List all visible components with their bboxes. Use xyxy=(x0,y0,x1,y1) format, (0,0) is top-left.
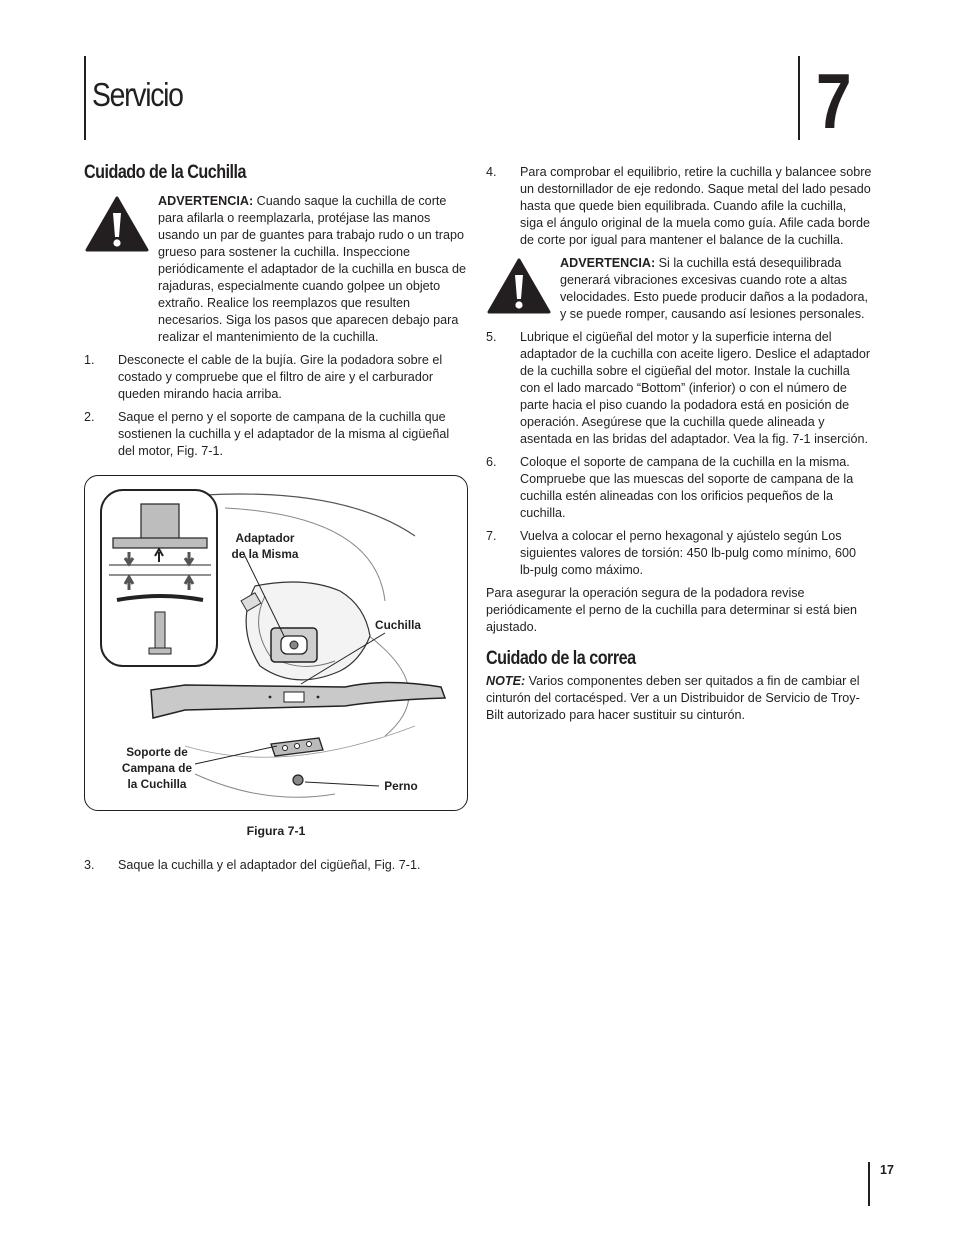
figure-blade-assembly xyxy=(84,475,468,811)
header-rule-left xyxy=(84,56,86,140)
page-number: 17 xyxy=(880,1163,894,1177)
list-item xyxy=(84,352,468,403)
callout-adapter-line: Adaptador xyxy=(235,531,295,545)
note-label: NOTE: xyxy=(486,674,526,688)
list-item xyxy=(84,409,468,460)
footer-rule xyxy=(868,1162,870,1206)
chapter-title: Servicio xyxy=(92,76,183,113)
left-column xyxy=(84,164,468,466)
list-item xyxy=(486,164,872,249)
step-text: Coloque el soporte de campana de la cuchilla en la misma. Compruebe que las muescas del soporte de campana de la cuchilla estén alineadas con los orificios pequeños de la cuchilla. xyxy=(520,455,854,520)
step-text: Saque la cuchilla y el adaptador del cigüeñal, Fig. 7-1. xyxy=(118,858,421,872)
step-number: 3. xyxy=(84,858,95,872)
warning-body: Si la cuchilla está desequilibrada generará vibraciones excesivas cuando rote a altas velocidades. Esto puede producir daños a la podadora, y se puede romper, causando así lesiones personales. xyxy=(560,256,869,321)
step-text: Lubrique el cigüeñal del motor y la superficie interna del adaptador de la cuchilla con aceite ligero. Deslice el adaptador de la cuchilla sobre el cigüeñal del motor. Instale la cuchilla con el lado marcado “Bottom” (inferior) o con el número de parte hacia el piso cuando la podadora está en posición de operación. Asegúrese que la cuchilla quede alineada y asentada en las bridas del adaptador. Vea la fig. 7-1 inserción. xyxy=(520,330,871,446)
callout-bell-line: Soporte de xyxy=(126,745,188,759)
step-number: 4. xyxy=(486,165,497,179)
step-number: 1. xyxy=(84,353,95,367)
right-column xyxy=(486,164,872,724)
callout-blade: Cuchilla xyxy=(375,618,421,632)
closing-paragraph: Para asegurar la operación segura de la podadora revise periódicamente el perno de la cuchilla para determinar si está bien ajustado. xyxy=(486,586,858,634)
belt-note xyxy=(486,673,872,724)
callout-adapter-line: de la Misma xyxy=(231,547,299,561)
step-number: 5. xyxy=(486,330,497,344)
step-text: Saque el perno y el soporte de campana de la cuchilla que sostienen la cuchilla y el adaptador de la misma al cigüeñal del motor, Fig. 7-1. xyxy=(118,410,450,458)
warning-body: Cuando saque la cuchilla de corte para afilarla o reemplazarla, protéjase las manos usando un par de guantes para trabajo rudo o un trapo grueso para sostener la cuchilla. Inspeccione periódicamente el adaptador de la cuchilla en busca de rajaduras, especialmente cuando golpee un objeto extraño. Realice los reemplazos que resulten necesarios. Siga los pasos que aparecen debajo para realizar el mantenimiento de la cuchilla. xyxy=(158,194,467,344)
steps-list-left xyxy=(84,352,468,460)
warning-label: ADVERTENCIA: xyxy=(158,194,254,208)
list-item xyxy=(486,528,872,579)
note-text: Varios componentes deben ser quitados a fin de cambiar el cinturón del cortacésped. Ver a un Distribuidor de Servicio de Troy-Bilt autorizado para hacer sustituir su cinturón. xyxy=(486,674,860,722)
list-item xyxy=(84,857,468,874)
step-number: 7. xyxy=(486,529,497,543)
step-number: 6. xyxy=(486,455,497,469)
step-text: Para comprobar el equilibrio, retire la cuchilla y balancee sobre un destornillador de eje redondo. Saque metal del lado pesado hasta que quede bien equilibrada. Cuando afile la cuchilla, siga el ángulo original de la muela como guía. Afile cada borde de corte por igual para mantener el balance de la cuchilla. xyxy=(520,165,872,247)
warning-text-balance xyxy=(560,255,872,323)
callout-bell-line: la Cuchilla xyxy=(127,777,187,791)
warning-block-blade xyxy=(84,193,468,346)
warning-text-blade xyxy=(158,193,468,346)
warning-block-balance xyxy=(486,255,872,323)
header-rule-right xyxy=(798,56,800,140)
figure-caption: Figura 7-1 xyxy=(246,824,306,838)
step-number: 2. xyxy=(84,410,95,424)
section-heading-blade: Cuidado de la Cuchilla xyxy=(84,162,246,183)
list-item xyxy=(486,329,872,448)
chapter-number: 7 xyxy=(816,57,852,145)
callout-bolt: Perno xyxy=(384,779,418,793)
callout-bell-support xyxy=(107,744,207,792)
step-text: Desconecte el cable de la bujía. Gire la podadora sobre el costado y compruebe que el filtro de aire y el carburador queden mirando hacia arriba. xyxy=(118,353,443,401)
warning-label: ADVERTENCIA: xyxy=(560,256,656,270)
steps-list-right-top xyxy=(486,164,872,249)
list-item xyxy=(486,454,872,522)
callout-bell-line: Campana de xyxy=(121,761,193,775)
warning-triangle-icon xyxy=(486,255,552,323)
steps-list-right xyxy=(486,329,872,579)
callout-adapter xyxy=(215,530,315,562)
section-heading-belt: Cuidado de la correa xyxy=(486,648,636,669)
warning-triangle-icon xyxy=(84,193,150,346)
step-text: Vuelva a colocar el perno hexagonal y ajústelo según Los siguientes valores de torsión: 450 lb-pulg como mínimo, 600 lb-pulg como máximo. xyxy=(520,529,857,577)
